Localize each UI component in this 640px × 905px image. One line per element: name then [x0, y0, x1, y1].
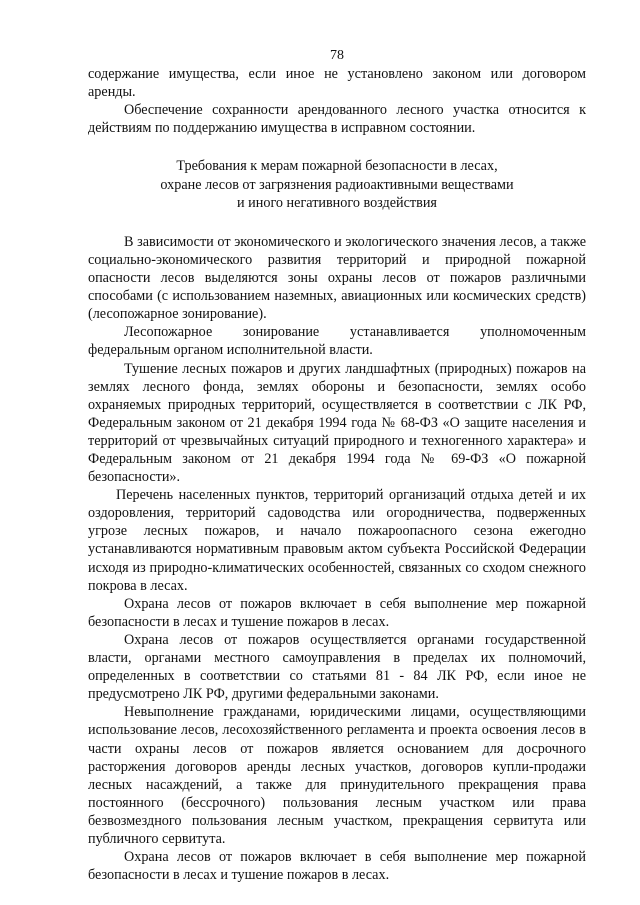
section-heading	[88, 157, 586, 213]
paragraph: Охрана лесов от пожаров включает в себя выполнение мер пожарной безопасности в лесах и тушение пожаров в лесах.	[88, 849, 586, 884]
paragraph: Тушение лесных пожаров и других ландшафтных (природных) пожаров на землях лесного фонда, землях обороны и безопасности, землях особо охраняемых природных территорий, осуществляется в соответствии с ЛК РФ, Федеральным законом от 21 декабря 1994 года № 68-ФЗ «О защите населения и территорий от чрезвычайных ситуаций природного и техногенного характера» и Федеральным законом от 21 декабря 1994 года № 69-ФЗ «О пожарной безопасности».	[88, 360, 586, 486]
paragraph: В зависимости от экономического и экологического значения лесов, а также социально-экономического развития территорий и природной пожарной опасности лесов выделяются зоны охраны лесов от пожаров различными способами (с использованием наземных, авиационных или космических средств) (лесопожарное зонирование).	[88, 233, 586, 323]
paragraph: Обеспечение сохранности арендованного лесного участка относится к действиям по поддержанию имущества в исправном состоянии.	[88, 102, 586, 137]
page-number: 78	[330, 48, 344, 63]
heading-line: и иного негативного воздействия	[237, 195, 437, 212]
document-page	[88, 0, 586, 884]
heading-line: Требования к мерам пожарной безопасности в лесах,	[176, 158, 498, 175]
paragraph: Невыполнение гражданами, юридическими лицами, осуществляющими использование лесов, лесохозяйственного регламента и проекта освоения лесов в части охраны лесов от пожаров является основанием для досрочного расторжения договоров аренды лесных участков, договоров купли-продажи лесных насаждений, а также для принудительного прекращения права постоянного (бессрочного) пользования лесным участком или права безвозмездного пользования лесным участком, прекращения сервитута или публичного сервитута.	[88, 704, 586, 847]
paragraph: Охрана лесов от пожаров осуществляется органами государственной власти, органами местного самоуправления в пределах их полномочий, определенных в соответствии со статьями 81 - 84 ЛК РФ, если иное не предусмотрено ЛК РФ, другими федеральными законами.	[88, 631, 586, 703]
heading-line: охране лесов от загрязнения радиоактивными веществами	[160, 176, 514, 193]
paragraph: Перечень населенных пунктов, территорий организаций отдыха детей и их оздоровления, территорий садоводства или огородничества, подверженных угрозе лесных пожаров, и начало пожароопасного сезона ежегодно устанавливаются нормативным правовым актом субъекта Российской Федерации исходя из природно-климатических особенностей, связанных со сходом снежного покрова в лесах.	[88, 487, 586, 594]
paragraph: Лесопожарное зонирование устанавливается уполномоченным федеральным органом исполнительной власти.	[88, 324, 586, 359]
paragraph: Охрана лесов от пожаров включает в себя выполнение мер пожарной безопасности в лесах и тушение пожаров в лесах.	[88, 595, 586, 630]
paragraph: содержание имущества, если иное не установлено законом или договором аренды.	[88, 66, 586, 101]
